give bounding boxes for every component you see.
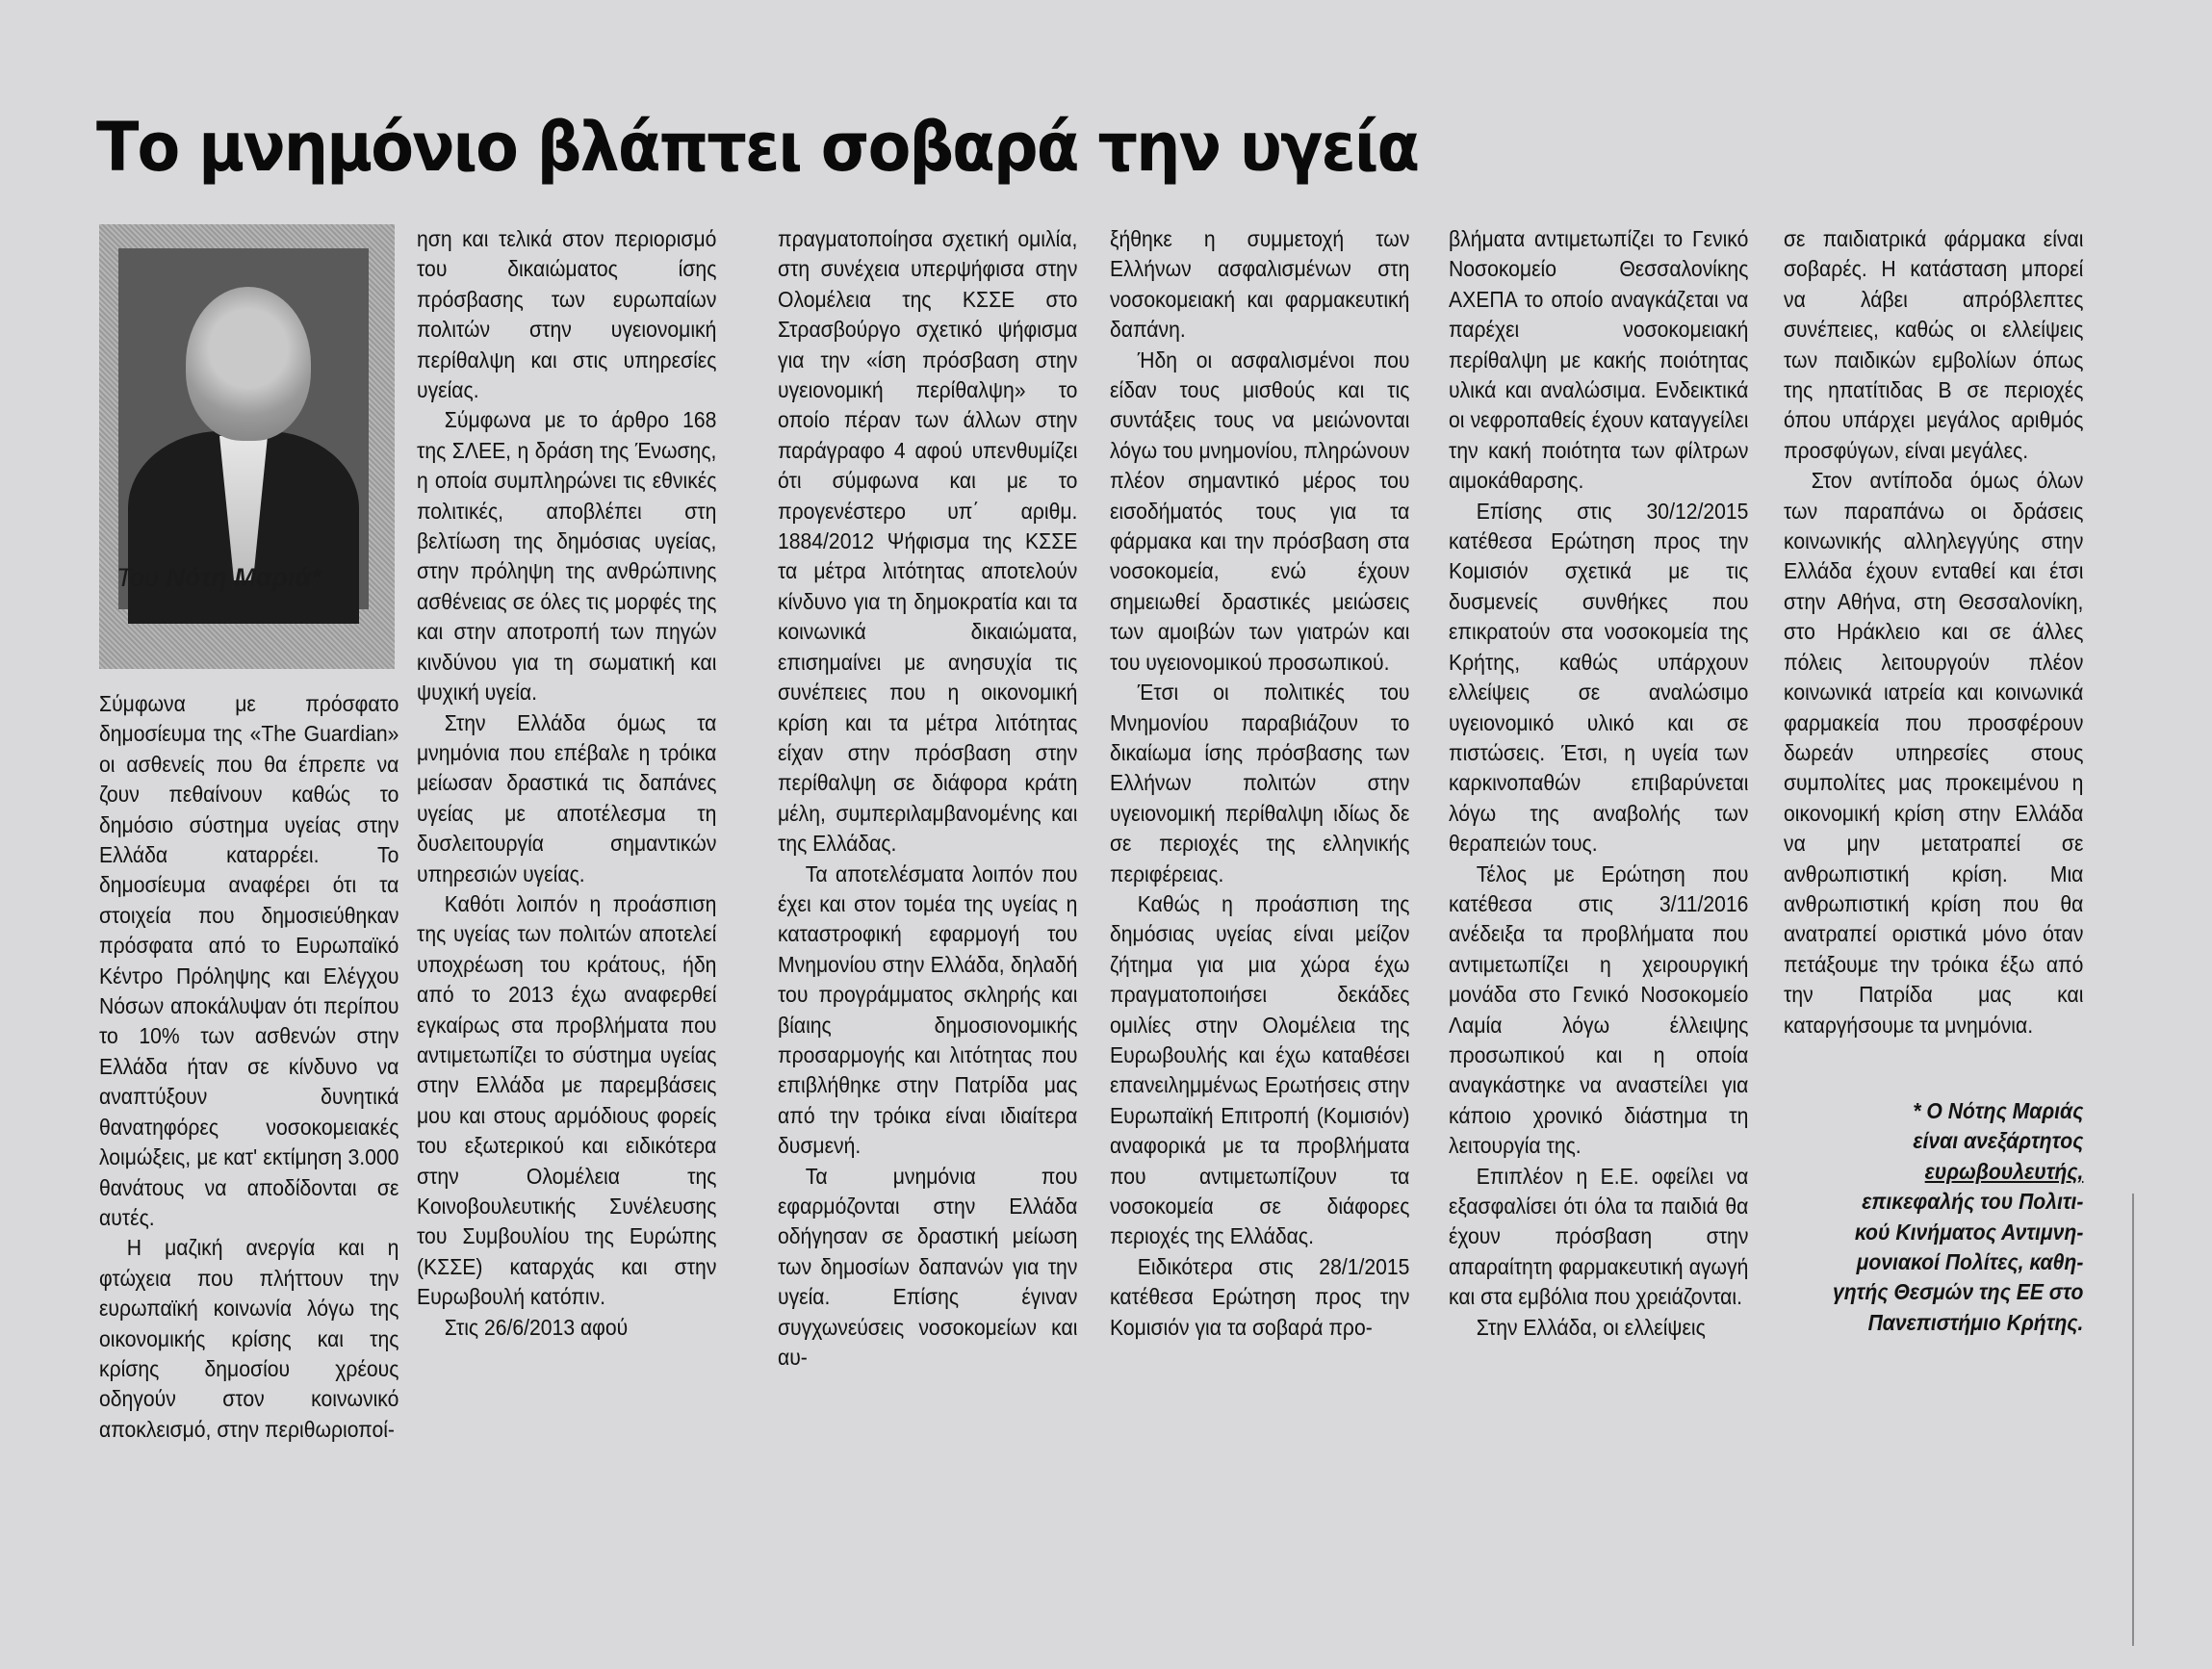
signature-line: ευρωβουλευτής, [1924,1158,2084,1184]
paragraph: Έτσι οι πολιτικές του Μνημονίου παραβιάζουν το δικαίωμα ίσης πρόσβασης των Ελλήνων πολιτών στην υγειονομική περίθαλψη ιδίως δε σε περιοχές της ελληνικής περιφέρειας. [1110,680,1410,886]
paragraph: Στην Ελλάδα, οι ελλείψεις [1476,1314,1706,1340]
paragraph: Τα μνημόνια που εφαρμόζονται στην Ελλάδα οδήγησαν σε δραστική μείωση των δημοσίων δαπανών για την υγεία. Επίσης έγιναν συγχωνεύσεις νοσοκομείων και αυ- [778,1163,1078,1371]
signature-line: είναι ανεξάρτητος [1913,1128,2084,1154]
portrait-background [118,248,369,609]
column-2 [417,224,716,1343]
portrait-head [186,287,311,441]
byline-prefix: Του [116,563,167,592]
paragraph: Καθώς η προάσπιση της δημόσιας υγείας είναι μείζον ζήτημα για μια χώρα έχω πραγματοποιήσει δεκάδες ομιλίες στην Ολομέλεια της Ευρωβουλής και έχω καταθέσει επανειλημμένως Ερωτήσεις στην Ευρωπαϊκή Επιτροπή (Κομισιόν) αναφορικά με τα προβλήματα που αντιμετωπίζουν τα νοσοκομεία σε διάφορες περιοχές της Ελλάδας. [1110,890,1410,1249]
paragraph: Επιπλέον η Ε.Ε. οφείλει να εξασφαλίσει ότι όλα τα παιδιά θα έχουν πρόσβαση στην απαραίτητη φαρμακευτική αγωγή και στα εμβόλια που χρειάζονται. [1449,1163,1749,1310]
paragraph: Σύμφωνα με πρόσφατο δημοσίευμα της «The Guardian» οι ασθενείς που θα έπρεπε να ζουν πεθαίνουν καθώς το δημόσιο σύστημα υγείας στην Ελλάδα καταρρέει. Το δημοσίευμα αναφέρει ότι τα στοιχεία που δημοσιεύθηκαν πρόσφατα από το Ευρωπαϊκό Κέντρο Πρόληψης και Ελέγχου Νόσων αποκάλυψαν ότι περίπου το 10% των ασθενών στην Ελλάδα ήταν σε κίνδυνο να αναπτύξουν δυνητικά θανατηφόρες νοσοκομειακές λοιμώξεις, με κατ' εκτίμηση 3.000 θανάτους να αποδίδονται σε αυτές. [99,691,399,1230]
photo-byline [116,563,322,593]
paragraph: ξήθηκε η συμμετοχή των Ελλήνων ασφαλισμένων στη νοσοκομειακή και φαρμακευτική δαπάνη. [1110,226,1410,343]
article-headline: Το μνημόνιο βλάπτει σοβαρά την υγεία [96,108,1419,187]
signature-line: * Ο Νότης Μαριάς [1913,1097,2084,1123]
paragraph: ηση και τελικά στον περιορισμό του δικαιώματος ίσης πρόσβασης των ευρωπαίων πολιτών στην υγειονομική περίθαλψη και στις υπηρεσίες υγείας. [417,226,717,403]
author-photo [99,224,395,669]
signature-line: κού Κινήματος Αντιμνη- [1854,1219,2084,1245]
paragraph: βλήματα αντιμετωπίζει το Γενικό Νοσοκομείο Θεσσαλονίκης ΑΧΕΠΑ το οποίο αναγκάζεται να παρέχει νοσοκομειακή περίθαλψη με κακής ποιότητας υλικά και αναλώσιμα. Ενδεικτικά οι νεφροπαθείς έχουν καταγγείλει την κακή ποιότητα των φίλτρων αιμοκάθαρσης. [1449,226,1749,494]
paragraph: Η μαζική ανεργία και η φτώχεια που πλήττουν την ευρωπαϊκή κοινωνία λόγω της οικονομικής κρίσης και της κρίσης δημοσίου χρέους οδηγούν στον κοινωνικό αποκλεισμό, στην περιθωριοποί- [99,1235,399,1442]
paragraph: Ειδικότερα στις 28/1/2015 κατέθεσα Ερώτηση προς την Κομισιόν για τα σοβαρά προ- [1110,1253,1410,1340]
paragraph: Στον αντίποδα όμως όλων των παραπάνω οι δράσεις κοινωνικής αλληλεγγύης στην Ελλάδα έχουν ενταθεί και έτσι στην Αθήνα, στη Θεσσαλονίκη, στο Ηράκλειο και σε άλλες πόλεις λειτουργούν πλέον κοινωνικά ιατρεία και κοινωνικά φαρμακεία που προσφέρουν δωρεάν υπηρεσίες στους συμπολίτες μας προκειμένου η οικονομική κρίση στην Ελλάδα να μην μετατραπεί σε ανθρωπιστική κρίση. Μια ανθρωπιστική κρίση που θα ανατραπεί οριστικά μόνο όταν πετάξουμε την τρόικα έξω από την Πατρίδα μας και καταργήσουμε τα μνημόνια. [1784,468,2084,1038]
paragraph: Τέλος με Ερώτηση που κατέθεσα στις 3/11/2016 ανέδειξα τα προβλήματα που αντιμετωπίζει η χειρουργική μονάδα στο Γενικό Νοσοκομείο Λαμία λόγω έλλειψης προσωπικού και η οποία αναγκάστηκε να αναστείλει για κάποιο χρονικό διάστημα τη λειτουργία της. [1449,860,1749,1159]
author-signature [1784,1096,2083,1338]
column-5 [1449,224,1748,1343]
column-1 [99,689,399,1445]
signature-line: μονιακοί Πολίτες, καθη- [1856,1249,2084,1274]
paragraph: Επίσης στις 30/12/2015 κατέθεσα Ερώτηση προς την Κομισιόν σχετικά με τις δυσμενείς συνθήκες που επικρατούν στα νοσοκομεία της Κρήτης, καθώς υπάρχουν ελλείψεις σε αναλώσιμο υγειονομικό υλικό και σε πιστώσεις. Έτσι, η υγεία των καρκινοπαθών επιβαρύνεται λόγω της αναβολής των θεραπειών τους. [1449,498,1749,857]
column-6 [1784,224,2083,1338]
signature-line: Πανεπιστήμιο Κρήτης. [1867,1309,2084,1335]
column-4 [1110,224,1409,1343]
paragraph: σε παιδιατρικά φάρμακα είναι σοβαρές. Η κατάσταση μπορεί να λάβει απρόβλεπτες συνέπειες, καθώς οι ελλείψεις των παιδικών εμβολίων όπως της ηπατίτιδας Β σε περιοχές όπου υπάρχει μεγάλος αριθμός προσφύγων, είναι μεγάλες. [1784,226,2084,463]
byline-name: Νότη Μαριά* [166,563,322,592]
signature-line: επικεφαλής του Πολιτι- [1862,1189,2084,1215]
paragraph: Ήδη οι ασφαλισμένοι που είδαν τους μισθούς και τις συντάξεις τους να μειώνονται λόγω του μνημονίου, πληρώνουν πλέον σημαντικό μέρος του εισοδήματός τους για τα φάρμακα και την πρόσβαση στα νοσοκομεία, ενώ έχουν σημειωθεί δραστικές μειώσεις των αμοιβών των γιατρών και του υγειονομικού προσωπικού. [1110,347,1410,675]
paragraph: Τα αποτελέσματα λοιπόν που έχει και στον τομέα της υγείας η καταστροφική εφαρμογή του Μνημονίου στην Ελλάδα, δηλαδή του προγράμματος σκληρής και βίαιης δημοσιονομικής προσαρμογής και λιτότητας που επιβλήθηκε στην Πατρίδα μας από την τρόικα είναι ιδιαίτερα δυσμενή. [778,860,1078,1159]
paragraph: Στην Ελλάδα όμως τα μνημόνια που επέβαλε η τρόικα μείωσαν δραστικά τις δαπάνες υγείας με αποτέλεσμα τη δυσλειτουργία σημαντικών υπηρεσιών υγείας. [417,709,717,886]
page-edge-rule [2132,1194,2134,1646]
paragraph: πραγματοποίησα σχετική ομιλία, στη συνέχεια υπερψήφισα στην Ολομέλεια της ΚΣΣΕ στο Στρασβούργο σχετικό ψήφισμα για την «ίση πρόσβαση στην υγειονομική περίθαλψη» το οποίο πέραν των άλλων στην παράγραφο 4 αφού υπενθυμίζει ότι σύμφωνα και με το προγενέστερο υπ΄ αριθμ. 1884/2012 Ψήφισμα της ΚΣΣΕ τα μέτρα λιτότητας αποτελούν κίνδυνο για τη δημοκρατία και τα κοινωνικά δικαιώματα, επισημαίνει με ανησυχία τις συνέπειες που η οικονομική κρίση και τα μέτρα λιτότητας είχαν στην πρόσβαση στην περίθαλψη σε διάφορα κράτη μέλη, συμπεριλαμβανομένης και της Ελλάδας. [778,226,1078,857]
paragraph: Σύμφωνα με το άρθρο 168 της ΣΛΕΕ, η δράση της Ένωσης, η οποία συμπληρώνει τις εθνικές πολιτικές, αποβλέπει στη βελτίωση της δημόσιας υγείας, στην πρόληψη της ανθρώπινης ασθένειας σε όλες τις μορφές της και στην αποτροπή των πηγών κινδύνου για τη σωματική και ψυχική υγεία. [417,407,717,706]
column-3 [778,224,1077,1373]
paragraph: Καθότι λοιπόν η προάσπιση της υγείας των πολιτών αποτελεί υποχρέωση του κράτους, ήδη από το 2013 έχω αναφερθεί εγκαίρως στα προβλήματα που αντιμετωπίζει το σύστημα υγείας στην Ελλάδα με παρεμβάσεις μου και στους αρμόδιους φορείς του εξωτερικού και ειδικότερα στην Ολομέλεια της Κοινοβουλευτικής Συνέλευσης του Συμβουλίου της Ευρώπης (ΚΣΣΕ) καταρχάς και στην Ευρωβουλή κατόπιν. [417,890,717,1310]
signature-line: γητής Θεσμών της ΕΕ στο [1832,1279,2084,1305]
paragraph: Στις 26/6/2013 αφού [444,1314,629,1340]
